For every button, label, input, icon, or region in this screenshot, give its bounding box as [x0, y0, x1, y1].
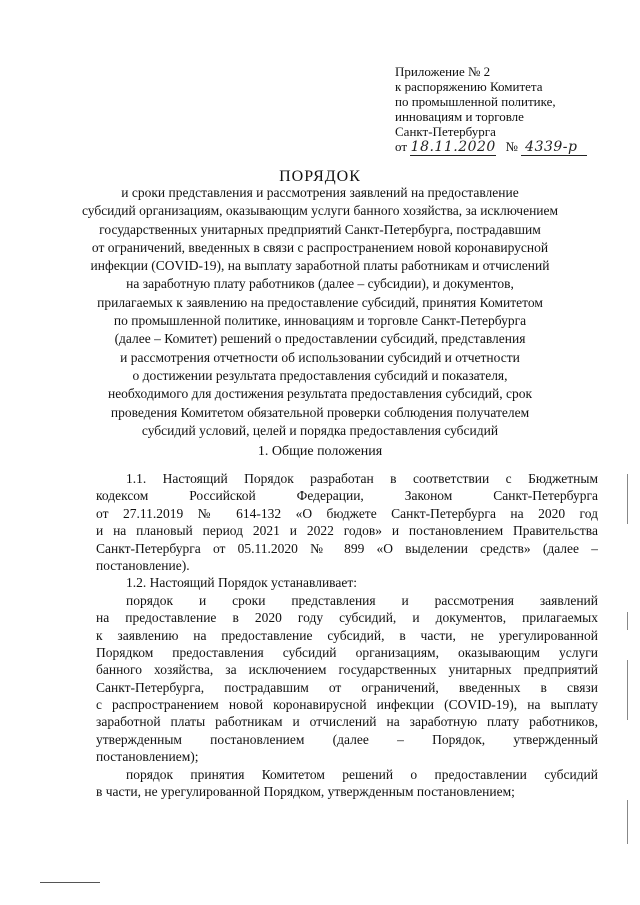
- subtitle-line: субсидий условий, целей и порядка предоставления субсидий: [141, 422, 499, 438]
- body-line: Порядком предоставления субсидий организациям, оказывающим услуги: [96, 644, 598, 660]
- body-line: от 27.11.2019 № 614-132 «О бюджете Санкт-Петербурга на 2020 год: [96, 505, 598, 521]
- footer-line: [40, 882, 100, 883]
- body-line: 1.1. Настоящий Порядок разработан в соответствии с Бюджетным: [126, 471, 598, 486]
- margin-mark: [627, 660, 628, 720]
- subtitle-line: инфекции (COVID-19), на выплату заработной платы работникам и отчислений: [90, 258, 550, 274]
- subtitle-line: прилагаемых к заявлению на предоставление субсидий, принятия Комитетом: [97, 294, 543, 310]
- subtitle-line: субсидий организациям, оказывающим услуги банного хозяйства, за исключением: [81, 203, 559, 219]
- body-line: утвержденным постановлением (далее – Порядок, утвержденный: [96, 731, 598, 747]
- body-line: и на плановый период 2021 и 2022 годов» и постановлением Правительства: [96, 523, 598, 539]
- body-line: постановлением);: [96, 749, 199, 765]
- date-prefix: от: [395, 139, 408, 154]
- subtitle-line: от ограничений, введенных в связи с распространением новой коронавирусной: [91, 239, 549, 255]
- body-line: порядок принятия Комитетом решений о предоставлении субсидий: [126, 766, 598, 782]
- appendix-block: [395, 64, 605, 156]
- body-line: заработной платы работникам и отчислений на заработную плату работников,: [96, 714, 598, 730]
- subtitle-line: на заработную плату работников (далее – субсидии), и документов,: [126, 276, 514, 292]
- subtitle-line: и сроки представления и рассмотрения заявлений на предоставление: [121, 185, 519, 200]
- margin-mark: [627, 800, 628, 844]
- document-subtitle: [78, 184, 562, 440]
- number-prefix: №: [505, 139, 518, 154]
- body-line: с распространением новой коронавирусной инфекции (COVID-19), на выплату: [96, 697, 598, 713]
- appendix-date-number: [395, 139, 605, 156]
- body-line: 1.2. Настоящий Порядок устанавливает:: [126, 575, 358, 591]
- section-heading: 1. Общие положения: [257, 444, 383, 459]
- subtitle-line: необходимого для достижения результата предоставления субсидий, срок: [107, 386, 533, 402]
- subtitle-line: (далее – Комитет) решений о предоставлении субсидий, представления: [114, 331, 526, 347]
- appendix-line: к распоряжению Комитета: [395, 79, 543, 94]
- body-line: на предоставление в 2020 году субсидий, и документов, прилагаемых: [96, 610, 598, 626]
- subtitle-line: и рассмотрения отчетности об использовании субсидий и отчетности: [120, 349, 520, 365]
- body-line: постановление).: [96, 557, 190, 573]
- subtitle-line: по промышленной политике, инновациям и торговле Санкт-Петербурга: [113, 313, 527, 329]
- document-body: [96, 470, 598, 800]
- subtitle-line: о достижении результата предоставления субсидий и показателя,: [132, 367, 508, 383]
- appendix-title: Приложение № 2: [395, 64, 491, 79]
- body-line: банного хозяйства, за исключением государственных унитарных предприятий: [96, 662, 598, 678]
- appendix-line: по промышленной политике,: [395, 94, 556, 109]
- body-line: порядок и сроки представления и рассмотрения заявлений: [126, 592, 598, 608]
- subtitle-line: государственных унитарных предприятий Санкт-Петербурга, пострадавшим: [99, 221, 541, 237]
- body-line: к заявлению на предоставление субсидий, в части, не урегулированной: [96, 627, 598, 643]
- handwritten-date: 18.11.2020: [410, 139, 496, 155]
- document-title: ПОРЯДОК: [279, 168, 361, 185]
- appendix-line: инновациям и торговле: [395, 109, 524, 124]
- body-line: кодексом Российской Федерации, Законом Санкт-Петербурга: [96, 488, 598, 504]
- margin-mark: [627, 474, 628, 524]
- subtitle-line: проведения Комитетом обязательной проверки соблюдения получателем: [110, 404, 530, 420]
- handwritten-number: 4339-р: [521, 140, 587, 156]
- body-line: Санкт-Петербурга от 05.11.2020 № 899 «О выделении средств» (далее –: [96, 540, 598, 556]
- appendix-line: Санкт-Петербурга: [395, 124, 496, 139]
- body-line: Санкт-Петербурга, пострадавшим от ограничений, введенных в связи: [96, 679, 598, 695]
- margin-mark: [627, 612, 628, 630]
- body-line: в части, не урегулированной Порядком, утвержденным постановлением;: [96, 784, 515, 800]
